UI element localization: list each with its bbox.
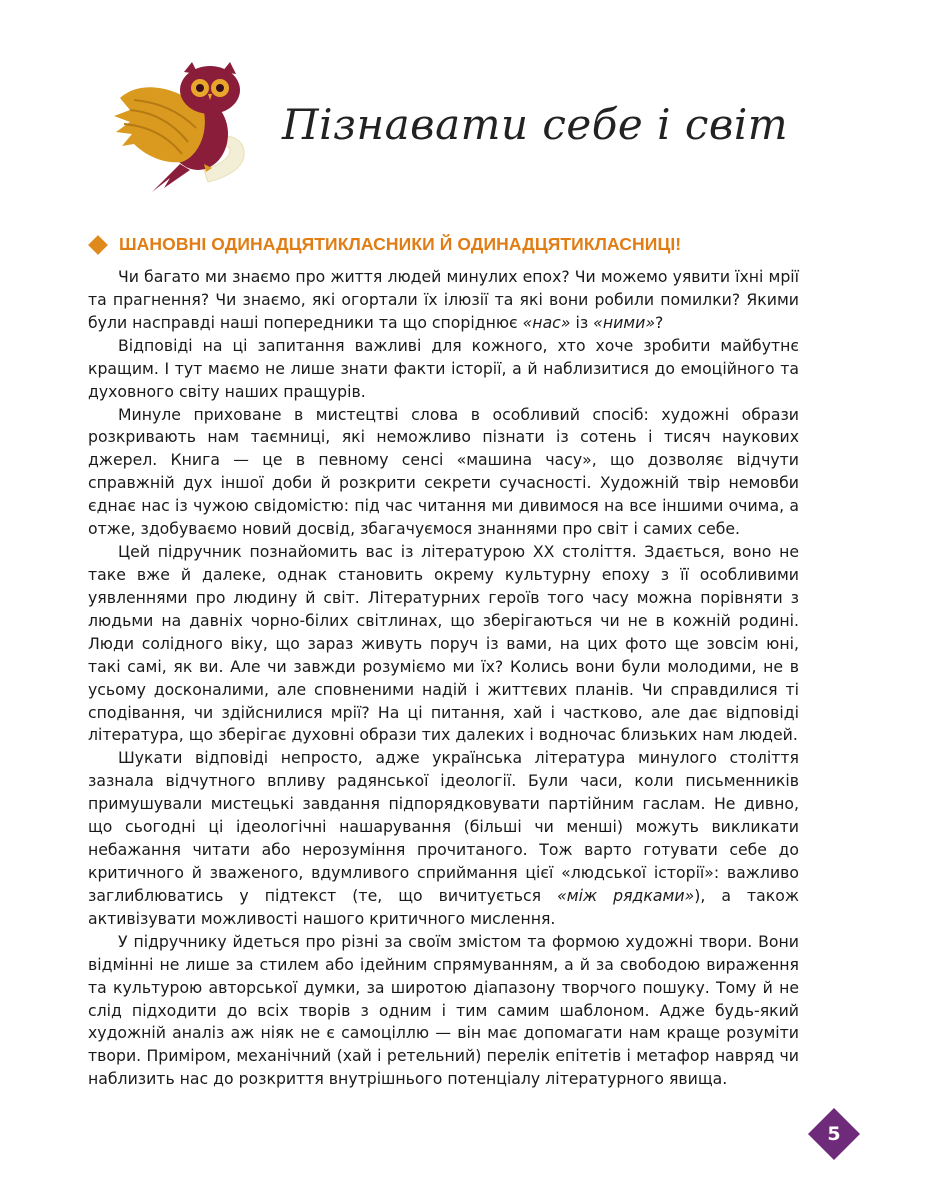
italic-phrase: «нас» bbox=[522, 312, 571, 332]
body-text bbox=[88, 266, 799, 1091]
paragraph bbox=[88, 266, 799, 335]
section-heading bbox=[88, 234, 808, 255]
text-run: Минуле приховане в мистецтві слова в особливий спосіб: художні образи розкривають нам таємниці, які неможливо пізнати із сотень і тисяч наукових джерел. Книга — це в певному сенсі «машина часу», що дозволяє відчути справжній дух іншої доби й розкрити секрети сучасності. Художній твір немовби єднає нас із чужою свідомістю: під час читання ми дивимося на все іншими очима, а отже, здобуваємо новий досвід, збагачуємося знаннями про світ і самих себе. bbox=[88, 404, 799, 539]
italic-phrase: «ними» bbox=[593, 312, 656, 332]
page-title: Пізнавати себе і світ bbox=[282, 100, 789, 149]
paragraph bbox=[88, 335, 799, 404]
paragraph bbox=[88, 541, 799, 747]
page-number: 5 bbox=[827, 1123, 841, 1145]
text-run: ), а також активізувати можливості нашого критичного мислення. bbox=[88, 885, 799, 928]
paragraph bbox=[88, 404, 799, 542]
text-run: У підручнику йдеться про різні за своїм змістом та формою художні твори. Вони відмінні не лише за стилем або ідейним спрямуванням, а й за свободою вираження та культурою авторської думки, за широтою діапазону творчого пошуку. Тому й не слід підходити до всіх творів з одним і тим самим шаблоном. Адже будь-який художній аналіз аж ніяк не є самоціллю — він має допомагати нам краще розуміти твори. Приміром, механічний (хай і ретельний) перелік епітетів і метафор навряд чи наблизить нас до розкриття внутрішнього потенціалу літературного явища. bbox=[88, 931, 799, 1089]
text-run: Шукати відповіді непросто, адже українська література минулого століття зазнала відчутного впливу радянської ідеології. Були часи, коли письменників примушували мистецькі завдання підпорядковувати партійним гаслам. Не дивно, що сьогодні ці ідеологічні нашарування (більші чи менші) можуть викликати небажання читати або нерозуміння прочитаного. Тож варто готувати себе до критичного й зваженого, вдумливого сприймання цієї «людської історії»: важливо заглиблюватись у підтекст (те, що вичитується bbox=[88, 748, 799, 905]
paragraph bbox=[88, 747, 799, 930]
text-run: ? bbox=[655, 312, 664, 332]
text-run: Чи багато ми знаємо про життя людей минулих епох? Чи можемо уявити їхні мрії та прагнення? Чи знаємо, які огортали їх ілюзії та які вони робили помилки? Якими були насправді наші попередники та що споріднює bbox=[88, 267, 799, 332]
heading-text: ШАНОВНІ ОДИНАДЦЯТИКЛАСНИКИ Й ОДИНАДЦЯТИКЛАСНИЦІ! bbox=[119, 234, 682, 254]
owl-with-scroll-icon bbox=[112, 60, 272, 200]
italic-phrase: «між рядками» bbox=[557, 885, 695, 905]
diamond-bullet-icon bbox=[88, 235, 108, 255]
text-run: Відповіді на ці запитання важливі для кожного, хто хоче зробити майбутнє кращим. І тут маємо не лише знати факти історії, а й наблизитися до емоційного та духовного світу наших пращурів. bbox=[88, 335, 799, 401]
text-run: із bbox=[570, 312, 594, 332]
text-run: Цей підручник познайомить вас із літературою ХХ століття. Здається, воно не таке вже й далеке, однак становить окрему культурну епоху з її особливими уявленнями про людину й світ. Літературних героїв того часу можна порівняти з людьми на давніх чорно-білих світлинах, що зберігаються чи не в кожній родині. Люди солідного віку, що зараз живуть поруч із вами, на цих фото ще зовсім юні, такі самі, як ви. Але чи завжди розуміємо ми їх? Колись вони були молодими, не в усьому досконалими, але сповненими надій і життєвих планів. Чи справдилися ті сподівання, чи здійснилися мрії? На ці питання, хай і частково, але дає відповіді література, що зберігає духовні образи тих далеких і водночас близьких нам людей. bbox=[88, 542, 799, 745]
paragraph bbox=[88, 931, 799, 1091]
